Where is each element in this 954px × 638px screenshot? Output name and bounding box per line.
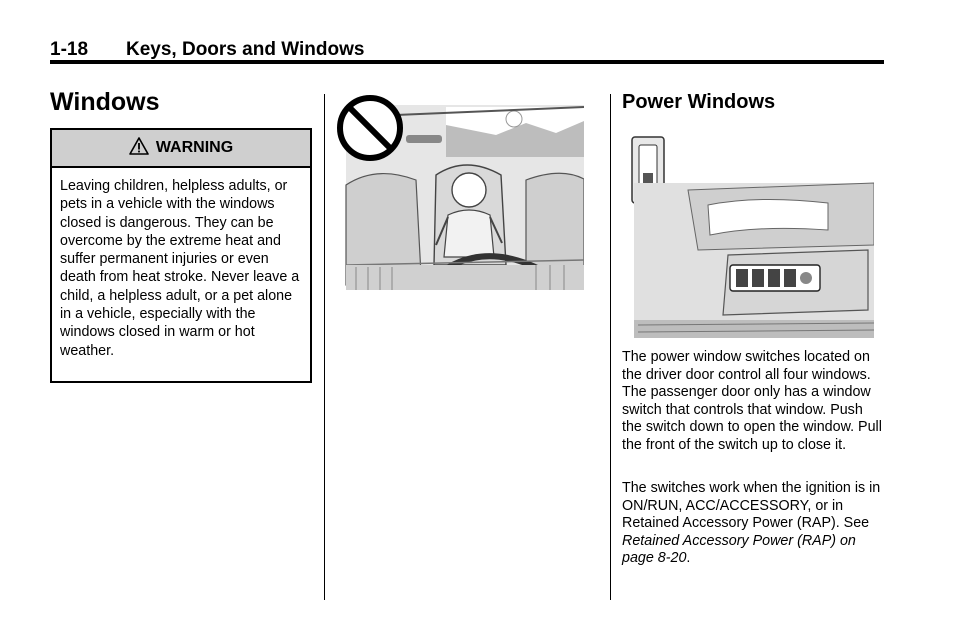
para2-text: The switches work when the ignition is in ON/RUN, ACC/ACCESSORY, or in Retained Accessory Power (RAP). See bbox=[622, 480, 881, 532]
power-windows-paragraph-1: The power window switches located on the driver door control all four windows. The passenger door only has a window switch that controls that window. Push the switch down to open the window. Pull the front of the switch up to close it. bbox=[622, 349, 882, 453]
prohibition-icon bbox=[340, 98, 400, 158]
para2-end: . bbox=[686, 550, 691, 567]
power-windows-paragraph-2 bbox=[622, 480, 884, 568]
door-switch-illustration bbox=[628, 135, 874, 340]
chapter-title: Keys, Doors and Windows bbox=[126, 39, 365, 60]
page-header bbox=[50, 38, 884, 64]
warning-text: Leaving children, helpless adults, or pets in a vehicle with the windows closed is dangerous. They can be overcome by the extreme heat and suffer permanent injuries or even death from heat stroke. Never leave a child, a helpless adult, or a pet alone in a vehicle, especially with the windows closed in warm or hot weather. bbox=[60, 178, 300, 359]
child-in-car-illustration bbox=[336, 95, 584, 290]
rap-reference-link[interactable]: Retained Accessory Power (RAP) on page 8-20 bbox=[622, 532, 856, 567]
warning-header bbox=[52, 130, 310, 168]
power-windows-title: Power Windows bbox=[622, 91, 776, 113]
warning-title: WARNING bbox=[155, 139, 234, 156]
section-title: Windows bbox=[50, 88, 160, 116]
warning-triangle-icon bbox=[129, 137, 149, 160]
warning-box bbox=[50, 128, 312, 383]
column-divider-left bbox=[324, 94, 325, 600]
column-divider-right bbox=[610, 94, 611, 600]
page-number: 1-18 bbox=[50, 39, 89, 60]
